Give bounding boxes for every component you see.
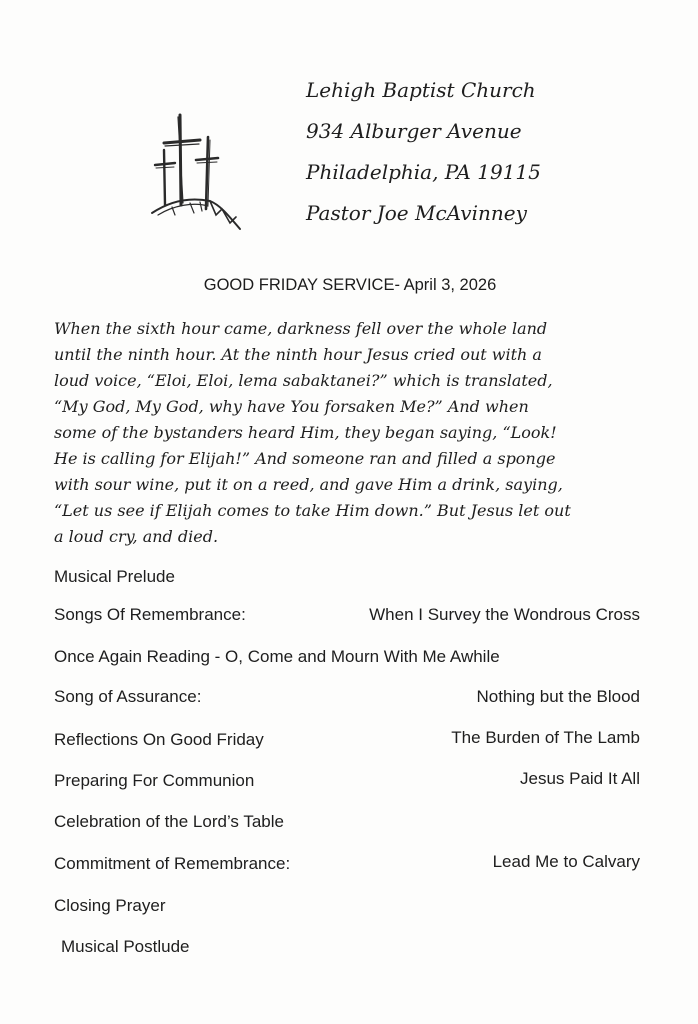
program-item-song: The Burden of The Lamb (451, 728, 640, 747)
program-item-song: Nothing but the Blood (476, 687, 640, 706)
program-item-label: Musical Prelude (54, 567, 175, 586)
scripture-line: “My God, My God, why have You forsaken Me?” And when (54, 397, 529, 416)
program-item-song: When I Survey the Wondrous Cross (369, 605, 640, 624)
program-item-once-again-reading (0, 645, 698, 669)
program-item-label: Celebration of the Lord’s Table (54, 812, 284, 831)
program-item-label: Once Again Reading - O, Come and Mourn With Me Awhile (54, 647, 500, 666)
church-name: Lehigh Baptist Church (306, 78, 536, 102)
program-item-musical-postlude (0, 935, 698, 959)
scripture-line: some of the bystanders heard Him, they began saying, “Look! (54, 423, 557, 442)
church-address-city: Philadelphia, PA 19115 (306, 160, 541, 184)
program-item-commitment (0, 852, 698, 876)
program-item-label: Commitment of Remembrance: (54, 854, 291, 873)
scripture-line: When the sixth hour came, darkness fell over the whole land (54, 319, 548, 338)
program-item-closing-prayer (0, 894, 698, 918)
program-item-label: Songs Of Remembrance: (54, 605, 246, 624)
program-item-label: Closing Prayer (54, 896, 166, 915)
program-item-song: Jesus Paid It All (519, 769, 640, 788)
program-item-label: Song of Assurance: (54, 687, 202, 706)
church-pastor: Pastor Joe McAvinney (306, 201, 527, 225)
scripture-line: loud voice, “Eloi, Eloi, lema sabaktanei?” which is translated, (54, 371, 553, 390)
program-item-reflections (0, 728, 698, 752)
service-title: GOOD FRIDAY SERVICE- April 3, 2026 (203, 276, 497, 294)
scripture-line: until the ninth hour. At the ninth hour Jesus cried out with a (54, 345, 542, 364)
program-item-song: Lead Me to Calvary (492, 852, 640, 871)
scripture-line: He is calling for Elijah!” And someone ran and filled a sponge (54, 449, 556, 468)
scripture-line: “Let us see if Elijah comes to take Him down.” But Jesus let out (54, 501, 571, 520)
program-item-musical-prelude (0, 565, 698, 589)
program-item-label: Musical Postlude (61, 937, 190, 956)
program-item-label: Preparing For Communion (54, 771, 255, 790)
scripture-line: with sour wine, put it on a reed, and gave Him a drink, saying, (54, 475, 563, 494)
program-item-songs-of-remembrance (0, 603, 698, 627)
program-item-preparing-for-communion (0, 769, 698, 793)
program-item-song-of-assurance (0, 685, 698, 709)
church-address-street: 934 Alburger Avenue (306, 119, 522, 143)
scripture-line: a loud cry, and died. (54, 527, 219, 546)
program-item-lords-table (0, 810, 698, 834)
program-item-label: Reflections On Good Friday (54, 730, 264, 749)
